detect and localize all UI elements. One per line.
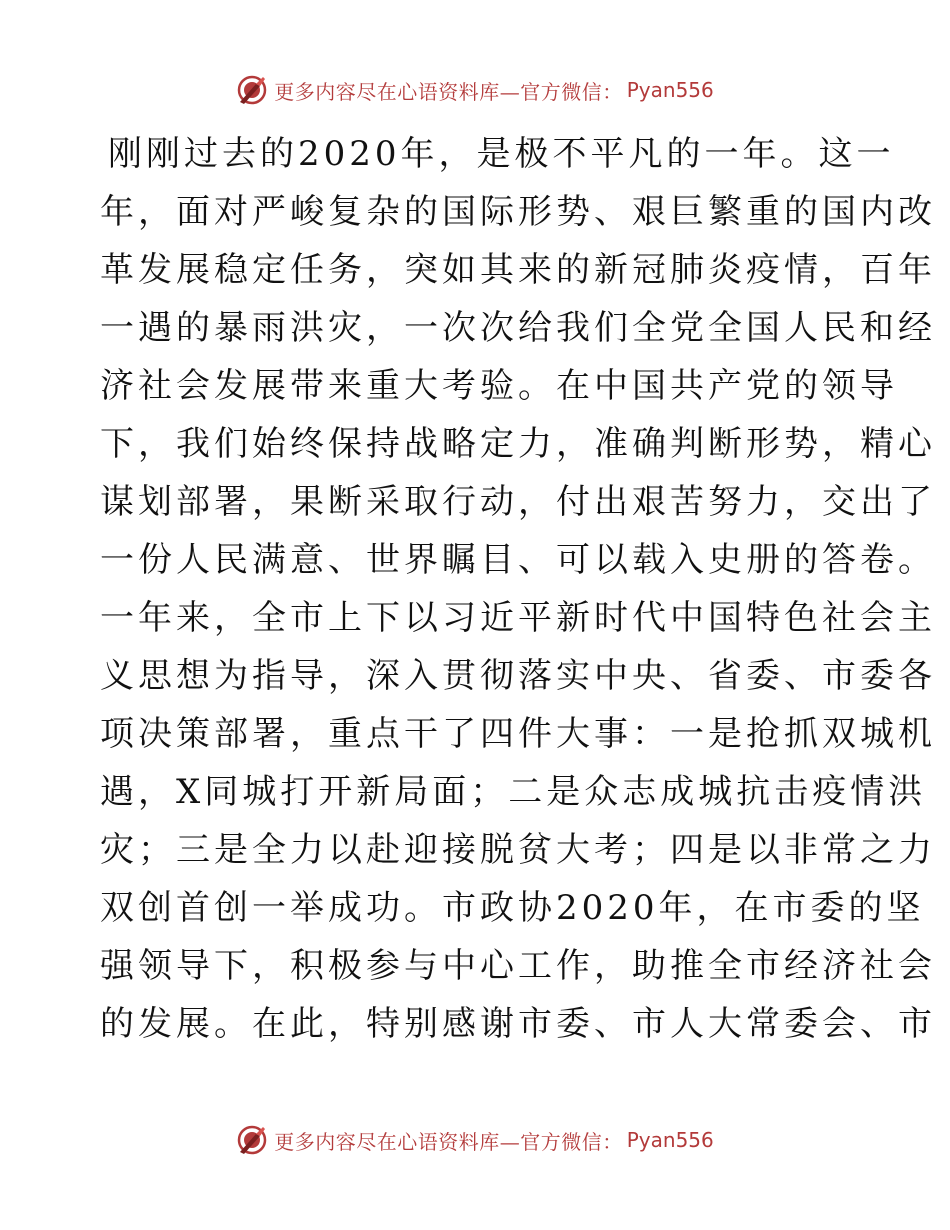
text-line: 一遇的暴雨洪灾，一次次给我们全党全国人民和经	[100, 308, 936, 348]
text-line: 项决策部署，重点干了四件大事：一是抢抓双城机	[100, 714, 936, 754]
footer-wechat-id: Pyan556	[626, 1128, 714, 1152]
text-line: 义思想为指导，深入贯彻落实中央、省委、市委各	[100, 656, 936, 696]
text-line: 双创首创一举成功。市政协2020年，在市委的坚	[100, 888, 925, 928]
header-banner	[0, 70, 950, 110]
header-banner-text: 更多内容尽在心语资料库—官方微信：	[274, 79, 623, 104]
text-line: 济社会发展带来重大考验。在中国共产党的领导	[100, 366, 898, 406]
header-wechat-id: Pyan556	[626, 78, 714, 102]
text-line: 刚刚过去的2020年，是极不平凡的一年。这一	[108, 134, 895, 174]
footer-banner-text: 更多内容尽在心语资料库—官方微信：	[274, 1129, 623, 1154]
text-line: 谋划部署，果断采取行动，付出艰苦努力，交出了	[100, 482, 936, 522]
text-line: 下，我们始终保持战略定力，准确判断形势，精心	[100, 424, 936, 464]
text-line: 的发展。在此，特别感谢市委、市人大常委会、市	[100, 1004, 936, 1044]
text-line: 一份人民满意、世界瞩目、可以载入史册的答卷。	[100, 540, 936, 580]
text-line: 遇，X同城打开新局面；二是众志成城抗击疫情洪	[100, 772, 927, 812]
document-body	[100, 125, 936, 1053]
text-line: 一年来，全市上下以习近平新时代中国特色社会主	[100, 598, 936, 638]
text-line: 强领导下，积极参与中心工作，助推全市经济社会	[100, 946, 936, 986]
text-line: 灾；三是全力以赴迎接脱贫大考；四是以非常之力	[100, 830, 936, 870]
quill-pen-seal-icon	[236, 1124, 268, 1156]
text-line: 革发展稳定任务，突如其来的新冠肺炎疫情，百年	[100, 250, 936, 290]
footer-banner	[0, 1120, 950, 1160]
text-line: 年，面对严峻复杂的国际形势、艰巨繁重的国内改	[100, 192, 936, 232]
quill-pen-seal-icon	[236, 74, 268, 106]
